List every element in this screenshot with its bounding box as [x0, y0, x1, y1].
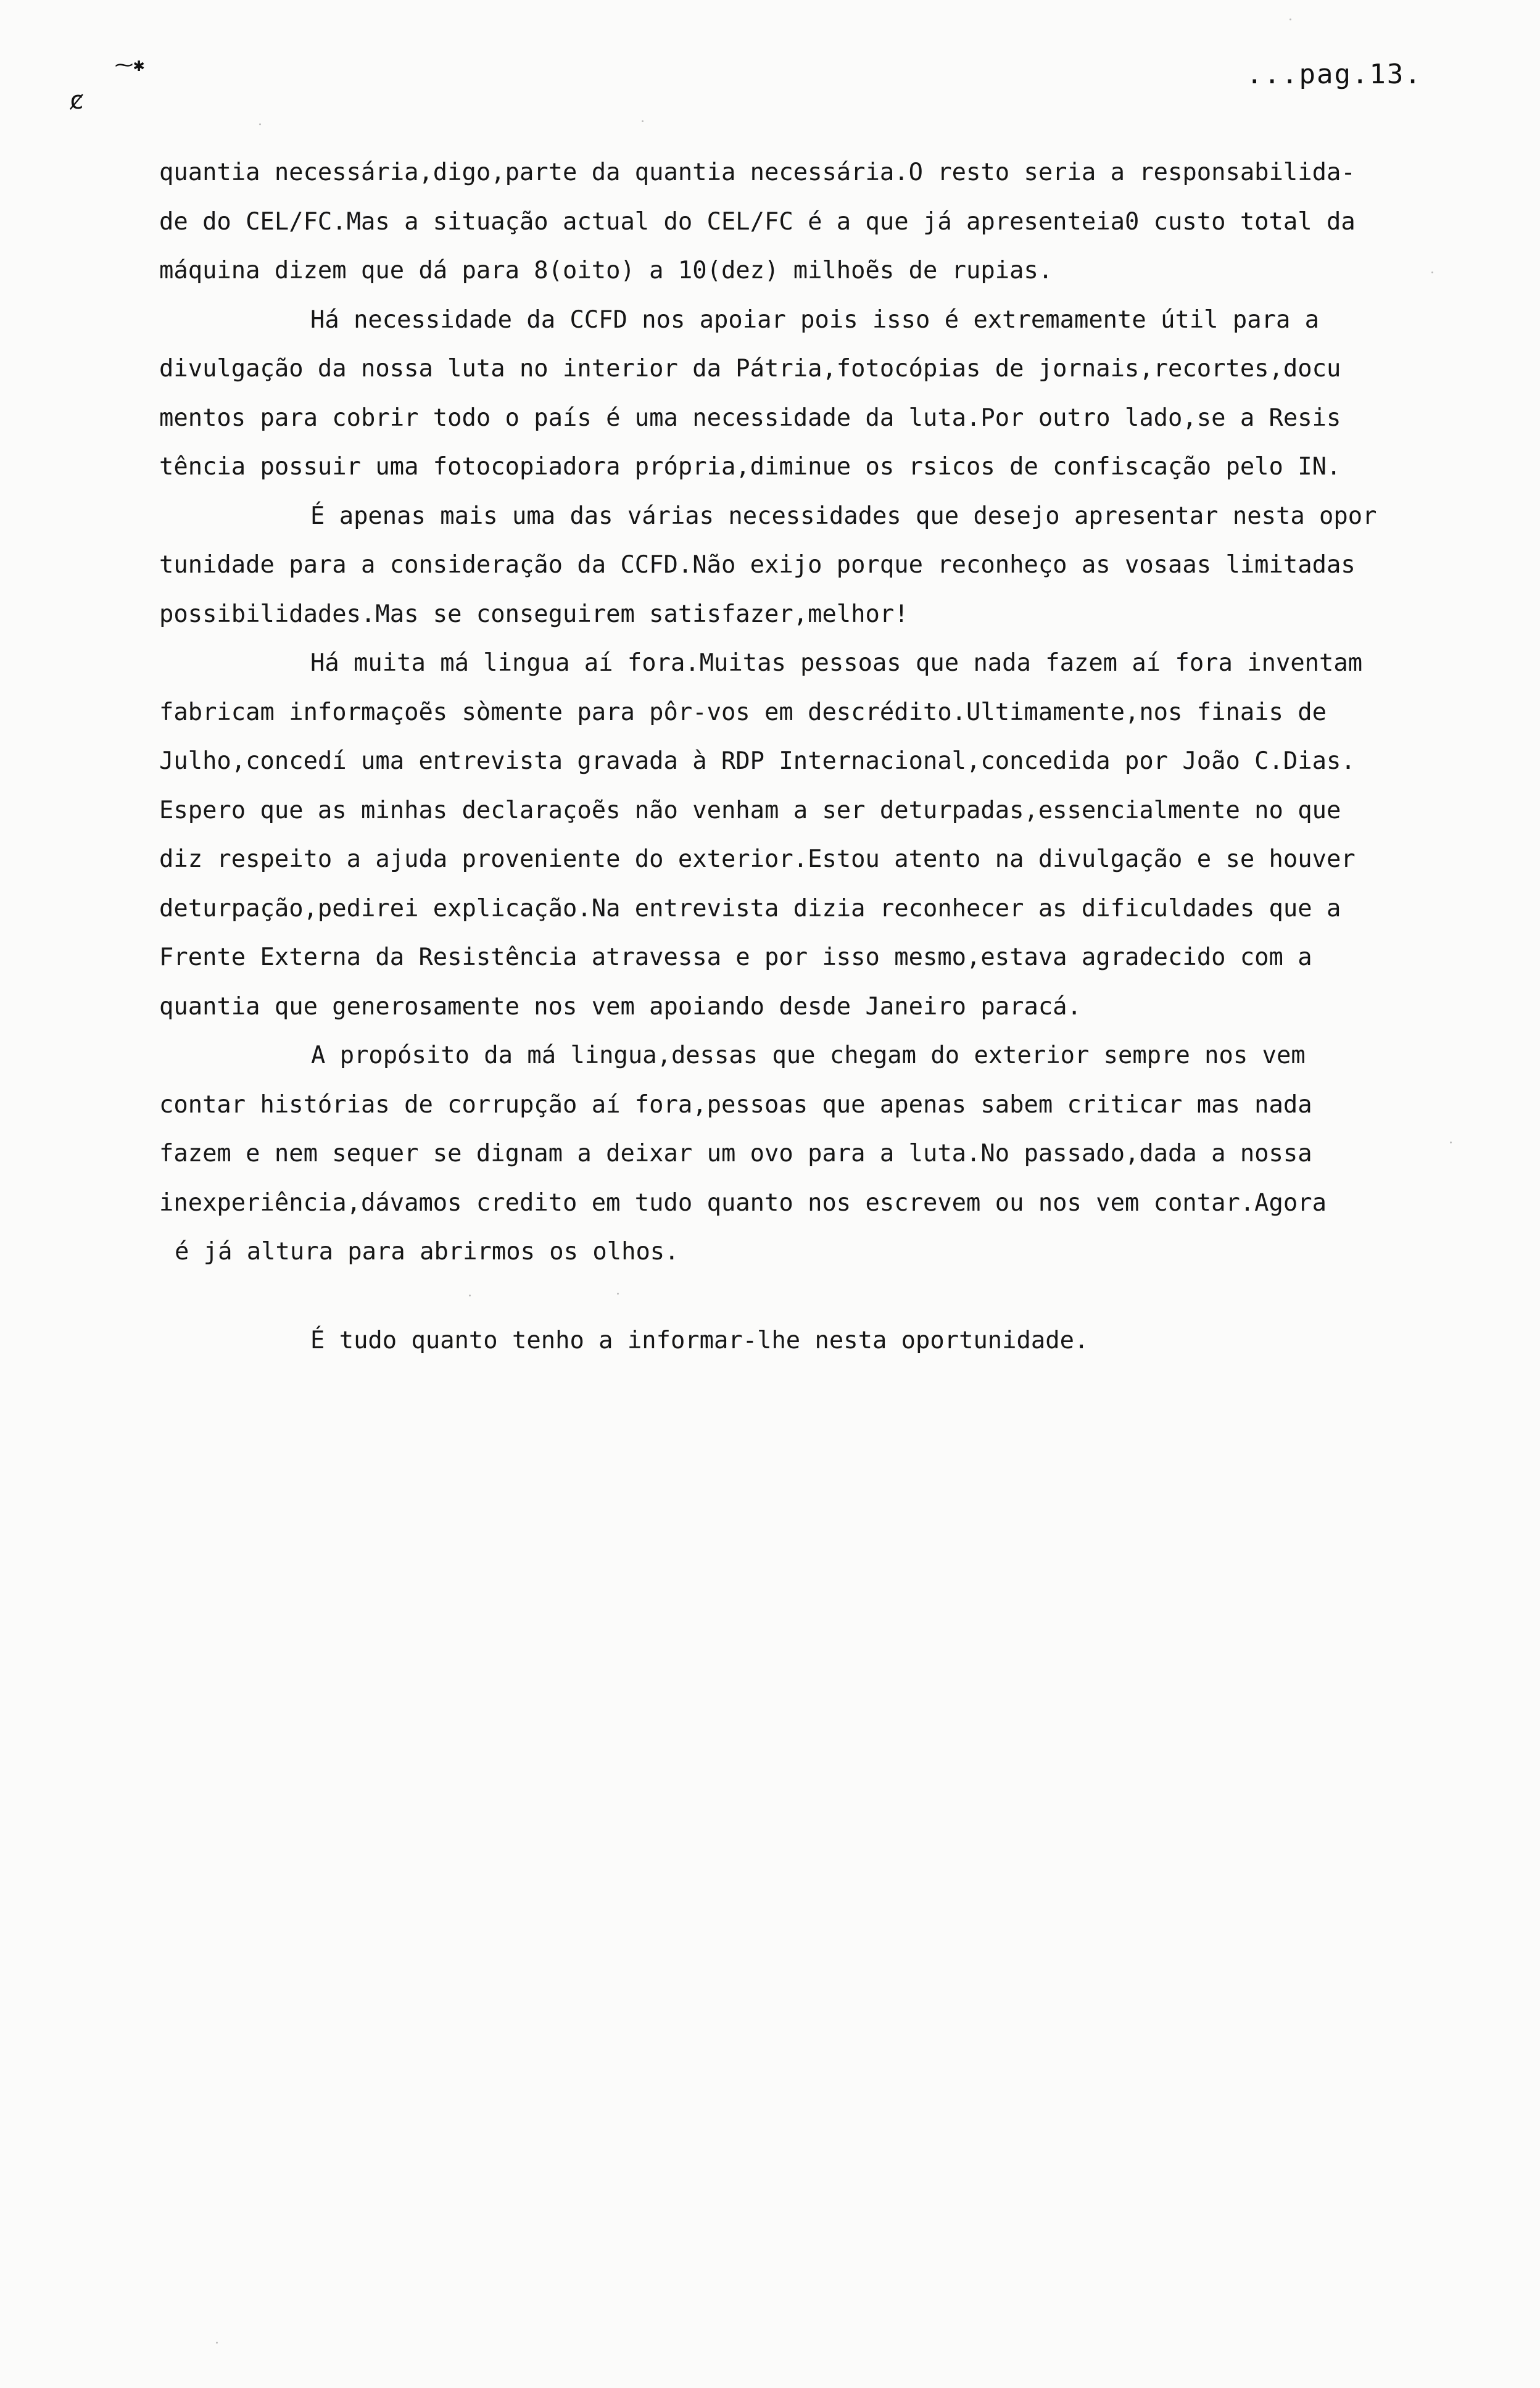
body-line: contar histórias de corrupção aí fora,pessoas que apenas sabem criticar mas nada — [159, 1090, 1312, 1119]
scan-speck — [1431, 272, 1433, 273]
body-line: A propósito da má lingua,dessas que chegam do exterior sempre nos vem — [311, 1042, 1306, 1069]
body-line: fazem e nem sequer se dignam a deixar um ovo para a luta.No passado,dada a nossa — [159, 1140, 1312, 1167]
body-line: divulgação da nossa luta no interior da Pátria,fotocópias de jornais,recortes,docu — [159, 355, 1341, 383]
scan-speck — [1450, 1142, 1452, 1143]
body-line: tunidade para a consideração da CCFD.Não exijo porque reconheço as vosaas limitadas — [159, 551, 1356, 579]
body-line: É apenas mais uma das várias necessidades que desejo apresentar nesta opor — [310, 502, 1377, 530]
body-line: quantia que generosamente nos vem apoiando desde Janeiro paracá. — [159, 992, 1082, 1021]
closing-line: É tudo quanto tenho a informar-lhe nesta oportunidade. — [310, 1327, 1089, 1354]
body-line: deturpação,pedirei explicação.Na entrevista dizia reconhecer as dificuldades que a — [159, 894, 1341, 922]
body-line: fabricam informaçoẽs sòmente para pôr-vos em descrédito.Ultimamente,nos finais de — [159, 698, 1327, 726]
scan-speck — [259, 123, 261, 125]
letter-body — [159, 148, 1467, 1277]
body-line: de do CEL/FC.Mas a situação actual do CEL/FC é a que já apresenteia0 custo total da — [159, 207, 1356, 236]
body-line: tência possuir uma fotocopiadora própria,diminue os rsicos de confiscação pelo IN. — [159, 453, 1341, 481]
scan-speck — [216, 2342, 218, 2344]
body-line: Espero que as minhas declaraçoẽs não venham a ser deturpadas,essencialmente no que — [159, 796, 1341, 824]
body-line: Frente Externa da Resistência atravessa e por isso mesmo,estava agradecido com a — [159, 943, 1312, 971]
body-line: Há necessidade da CCFD nos apoiar pois isso é extremamente útil para a — [310, 305, 1320, 334]
scan-speck — [617, 1293, 619, 1295]
body-line: mentos para cobrir todo o país é uma necessidade da luta.Por outro lado,se a Resis — [159, 404, 1341, 432]
body-line: diz respeito a ajuda proveniente do exterior.Estou atento na divulgação e se houver — [159, 845, 1356, 873]
body-line: Julho,concedí uma entrevista gravada à RDP Internacional,concedida por João C.Dias. — [159, 747, 1356, 775]
page-number: ...pag.13. — [1246, 59, 1422, 90]
scan-speck — [1290, 19, 1291, 20]
margin-mark-top: ⁓✱ — [115, 54, 145, 76]
body-line: Há muita má lingua aí fora.Muitas pessoas que nada fazem aí fora inventam — [310, 649, 1363, 677]
body-line: possibilidades.Mas se conseguirem satisfazer,melhor! — [159, 600, 909, 628]
scan-speck — [469, 1295, 471, 1296]
scan-speck — [642, 120, 644, 122]
body-line: quantia necessária,digo,parte da quantia necessária.O resto seria a responsabilida- — [159, 159, 1356, 186]
body-line: é já altura para abrirmos os olhos. — [175, 1238, 679, 1266]
margin-mark-left: ȼ — [69, 86, 85, 115]
body-line: inexperiência,dávamos credito em tudo quanto nos escrevem ou nos vem contar.Agora — [159, 1188, 1327, 1217]
body-line: máquina dizem que dá para 8(oito) a 10(dez) milhoẽs de rupias. — [159, 257, 1053, 284]
